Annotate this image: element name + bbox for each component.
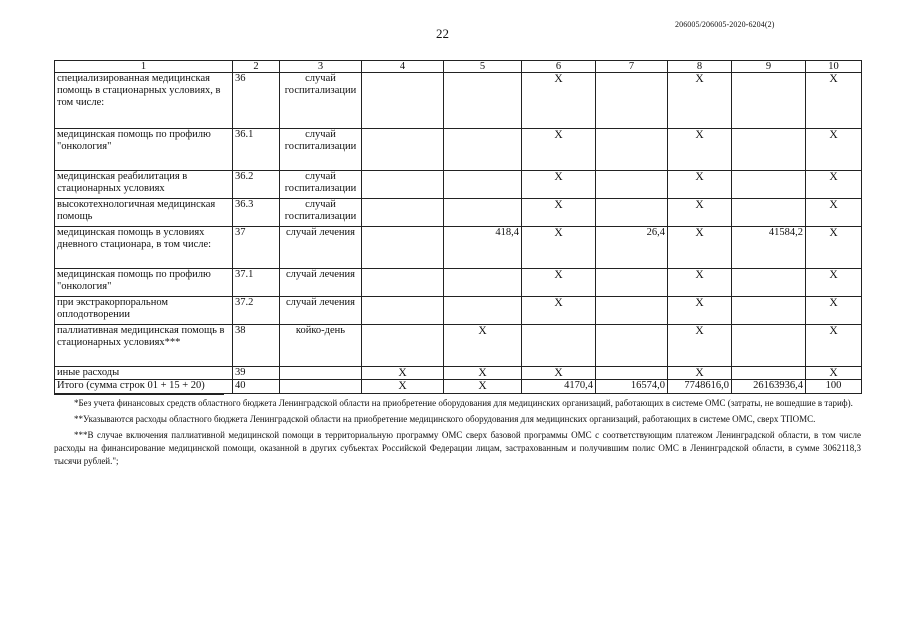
cell-col-2: 36.1 xyxy=(233,129,280,171)
column-header-3: 3 xyxy=(280,61,362,73)
cell-col-3: случай госпитализации xyxy=(280,129,362,171)
cell-col-5 xyxy=(444,269,522,297)
cell-col-9 xyxy=(732,73,806,129)
data-table xyxy=(54,60,862,394)
cell-col-5: X xyxy=(444,380,522,394)
cell-col-9 xyxy=(732,269,806,297)
cell-col-5 xyxy=(444,171,522,199)
cell-col-6: 4170,4 xyxy=(522,380,596,394)
cell-col-10: 100 xyxy=(806,380,862,394)
cell-col-4 xyxy=(362,171,444,199)
table-row xyxy=(55,129,862,171)
cell-col-10: X xyxy=(806,73,862,129)
footnote-3: ***В случае включения паллиативной медицинской помощи в территориальную программу ОМС сверх базовой программы ОМС с соответствующим платежом Ленинградской области, в том числе расходы на финансирование медицинской помощи, оказанной в других субъектах Российской Федерации лицам, застрахованным и получившим полис ОМС в Ленинградской области, в сумме 3062118,3 тысячи рублей."; xyxy=(54,430,861,466)
cell-col-1: иные расходы xyxy=(55,367,233,380)
cell-col-10: X xyxy=(806,227,862,269)
table-row xyxy=(55,199,862,227)
header-row xyxy=(55,61,862,73)
cell-col-6: X xyxy=(522,73,596,129)
cell-col-4: X xyxy=(362,380,444,394)
cell-col-9 xyxy=(732,297,806,325)
document-code: 206005/206005-2020-6204(2) xyxy=(675,20,775,29)
cell-col-3: случай лечения xyxy=(280,269,362,297)
footnote-divider xyxy=(54,394,224,395)
cell-col-4 xyxy=(362,297,444,325)
cell-col-4 xyxy=(362,269,444,297)
cell-col-7 xyxy=(596,129,668,171)
cell-col-1: при экстракорпоральном оплодотворении xyxy=(55,297,233,325)
cell-col-8: X xyxy=(668,297,732,325)
cell-col-8: X xyxy=(668,227,732,269)
cell-col-1: медицинская помощь в условиях дневного стационара, в том числе: xyxy=(55,227,233,269)
table-row xyxy=(55,269,862,297)
cell-col-1: Итого (сумма строк 01 + 15 + 20) xyxy=(55,380,233,394)
cell-col-3: случай госпитализации xyxy=(280,171,362,199)
cell-col-10: X xyxy=(806,297,862,325)
cell-col-9: 26163936,4 xyxy=(732,380,806,394)
cell-col-5: X xyxy=(444,367,522,380)
column-header-5: 5 xyxy=(444,61,522,73)
cell-col-1: паллиативная медицинская помощь в стационарных условиях*** xyxy=(55,325,233,367)
cell-col-6: X xyxy=(522,199,596,227)
cell-col-4 xyxy=(362,199,444,227)
footnotes xyxy=(54,394,861,471)
cell-col-2: 37.1 xyxy=(233,269,280,297)
cell-col-7: 26,4 xyxy=(596,227,668,269)
cell-col-1: высокотехнологичная медицинская помощь xyxy=(55,199,233,227)
cell-col-10: X xyxy=(806,325,862,367)
column-header-2: 2 xyxy=(233,61,280,73)
table-row xyxy=(55,73,862,129)
cell-col-10: X xyxy=(806,269,862,297)
cell-col-4 xyxy=(362,325,444,367)
column-header-10: 10 xyxy=(806,61,862,73)
cell-col-9: 41584,2 xyxy=(732,227,806,269)
cell-col-6: X xyxy=(522,129,596,171)
cell-col-6 xyxy=(522,325,596,367)
cell-col-3: случай лечения xyxy=(280,297,362,325)
cell-col-3 xyxy=(280,380,362,394)
table-row xyxy=(55,367,862,380)
cell-col-3: койко-день xyxy=(280,325,362,367)
cell-col-7 xyxy=(596,367,668,380)
cell-col-2: 37.2 xyxy=(233,297,280,325)
cell-col-9 xyxy=(732,367,806,380)
cell-col-2: 39 xyxy=(233,367,280,380)
cell-col-2: 36 xyxy=(233,73,280,129)
cell-col-2: 36.3 xyxy=(233,199,280,227)
cell-col-3: случай госпитализации xyxy=(280,199,362,227)
column-header-9: 9 xyxy=(732,61,806,73)
cell-col-4 xyxy=(362,227,444,269)
cell-col-2: 37 xyxy=(233,227,280,269)
cell-col-7 xyxy=(596,73,668,129)
cell-col-7 xyxy=(596,269,668,297)
cell-col-2: 36.2 xyxy=(233,171,280,199)
column-header-4: 4 xyxy=(362,61,444,73)
table-row xyxy=(55,325,862,367)
cell-col-1: медицинская помощь по профилю "онкология" xyxy=(55,129,233,171)
cell-col-1: медицинская помощь по профилю "онкология" xyxy=(55,269,233,297)
table-row xyxy=(55,227,862,269)
column-header-6: 6 xyxy=(522,61,596,73)
cell-col-5 xyxy=(444,73,522,129)
cell-col-5 xyxy=(444,129,522,171)
cell-col-7 xyxy=(596,297,668,325)
cell-col-4: X xyxy=(362,367,444,380)
cell-col-6: X xyxy=(522,269,596,297)
cell-col-4 xyxy=(362,129,444,171)
cell-col-5: 418,4 xyxy=(444,227,522,269)
cell-col-2: 40 xyxy=(233,380,280,394)
cell-col-9 xyxy=(732,199,806,227)
cell-col-10: X xyxy=(806,129,862,171)
cell-col-1: специализированная медицинская помощь в стационарных условиях, в том числе: xyxy=(55,73,233,129)
table-body xyxy=(55,73,862,394)
cell-col-8: 7748616,0 xyxy=(668,380,732,394)
cell-col-5: X xyxy=(444,325,522,367)
cell-col-8: X xyxy=(668,171,732,199)
cell-col-5 xyxy=(444,199,522,227)
cell-col-8: X xyxy=(668,367,732,380)
cell-col-7 xyxy=(596,171,668,199)
cell-col-6: X xyxy=(522,297,596,325)
table-row xyxy=(55,297,862,325)
cell-col-9 xyxy=(732,129,806,171)
cell-col-6: X xyxy=(522,367,596,380)
cell-col-8: X xyxy=(668,269,732,297)
cell-col-7 xyxy=(596,199,668,227)
cell-col-8: X xyxy=(668,73,732,129)
cell-col-7 xyxy=(596,325,668,367)
cell-col-8: X xyxy=(668,325,732,367)
cell-col-6: X xyxy=(522,227,596,269)
column-header-8: 8 xyxy=(668,61,732,73)
table-row xyxy=(55,171,862,199)
cell-col-10: X xyxy=(806,171,862,199)
cell-col-3: случай госпитализации xyxy=(280,73,362,129)
cell-col-10: X xyxy=(806,367,862,380)
cell-col-3 xyxy=(280,367,362,380)
cell-col-5 xyxy=(444,297,522,325)
column-header-1: 1 xyxy=(55,61,233,73)
cell-col-9 xyxy=(732,171,806,199)
cell-col-10: X xyxy=(806,199,862,227)
cell-col-2: 38 xyxy=(233,325,280,367)
cell-col-1: медицинская реабилитация в стационарных условиях xyxy=(55,171,233,199)
cell-col-6: X xyxy=(522,171,596,199)
cell-col-8: X xyxy=(668,129,732,171)
footnote-2: **Указываются расходы областного бюджета Ленинградской области на приобретение медицинского оборудования для медицинских организаций, работающих в системе ОМС, сверх ТПОМС. xyxy=(74,414,816,424)
cell-col-8: X xyxy=(668,199,732,227)
cell-col-3: случай лечения xyxy=(280,227,362,269)
cell-col-7: 16574,0 xyxy=(596,380,668,394)
table-row xyxy=(55,380,862,394)
cell-col-9 xyxy=(732,325,806,367)
footnote-1: *Без учета финансовых средств областного бюджета Ленинградской области на приобретение оборудования для медицинских организаций, работающих в системе ОМС (затраты, не вошедшие в тариф). xyxy=(74,398,853,408)
page-number: 22 xyxy=(436,26,449,41)
column-header-7: 7 xyxy=(596,61,668,73)
cell-col-4 xyxy=(362,73,444,129)
